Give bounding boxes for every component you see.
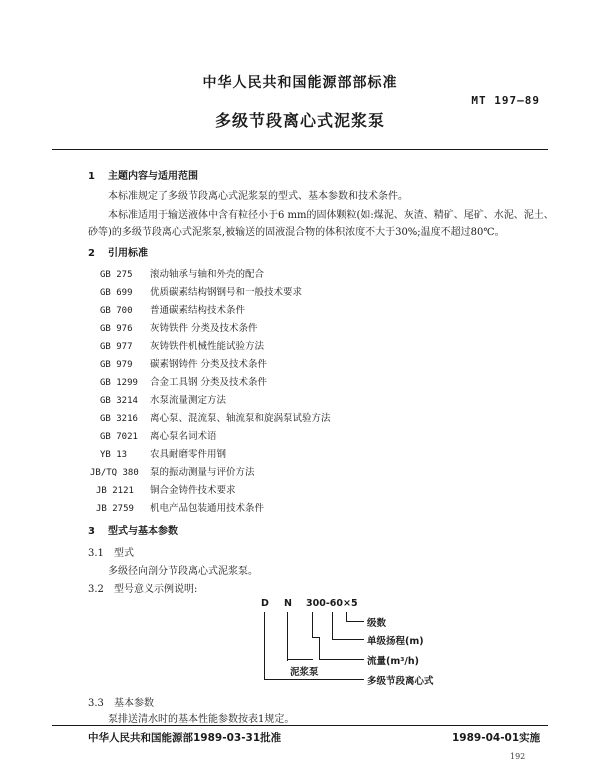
reference-item — [100, 446, 226, 460]
reference-title: 农具耐磨零件用钢 — [150, 449, 227, 460]
footer-rule — [52, 725, 548, 726]
label-flow-rate: 流量(m³/h) — [367, 656, 419, 667]
leader-flow-h — [319, 659, 364, 660]
subsection-3-2-title: 型号意义示例说明: — [114, 584, 198, 595]
reference-title: 普通碳素结构技术条件 — [150, 305, 246, 316]
section-3-title: 型式与基本参数 — [108, 526, 178, 537]
subsection-3-3-number: 3.3 — [88, 698, 104, 709]
reference-item — [96, 482, 236, 496]
reference-title: 离心泵名词术语 — [150, 431, 217, 442]
reference-code: JB 2759 — [96, 504, 134, 514]
reference-code: GB 699 — [100, 288, 133, 298]
leader-flow-v — [312, 612, 313, 637]
header-rule — [52, 149, 548, 150]
reference-title: 优质碳素结构钢钢号和一般技术要求 — [150, 287, 303, 298]
subsection-3-3-title: 基本参数 — [114, 698, 154, 709]
section-1-title: 主题内容与适用范围 — [108, 171, 198, 182]
document-title: 多级节段离心式泥浆泵 — [214, 111, 385, 130]
reference-item — [100, 266, 264, 280]
reference-item — [100, 374, 267, 388]
reference-title: 灰铸铁件机械性能试验方法 — [150, 341, 265, 352]
reference-title: 滚动轴承与轴和外壳的配合 — [150, 269, 265, 280]
model-code-n: N — [284, 598, 292, 609]
leader-pump-v — [287, 612, 288, 660]
reference-item — [90, 464, 255, 478]
leader-flow-v2 — [319, 637, 320, 660]
reference-title: 泵的振动测量与评价方法 — [150, 467, 255, 478]
reference-code: GB 977 — [100, 342, 133, 352]
reference-code: JB 2121 — [96, 486, 134, 496]
reference-code: JB/TQ 380 — [90, 468, 139, 478]
model-code-spec: 300-60×5 — [306, 598, 358, 609]
label-multistage-centrifugal: 多级节段离心式 — [367, 676, 434, 687]
leader-pump-stub — [287, 660, 288, 661]
reference-title: 机电产品包装通用技术条件 — [150, 503, 265, 514]
leader-pump-h1 — [287, 659, 313, 660]
reference-title: 离心泵、混流泵、轴流泵和旋涡泵试验方法 — [150, 413, 331, 424]
effective-date: 1989-04-01实施 — [452, 732, 541, 744]
reference-item — [100, 428, 217, 442]
reference-item — [100, 302, 245, 316]
label-slurry-pump: 泥浆泵 — [290, 667, 319, 678]
reference-title: 碳素钢铸件 分类及技术条件 — [150, 359, 268, 370]
label-stages: 级数 — [367, 618, 387, 629]
reference-title: 灰铸铁件 分类及技术条件 — [150, 323, 258, 334]
label-single-stage-head: 单级扬程(m) — [367, 636, 424, 647]
subsection-3-2-number: 3.2 — [88, 584, 104, 595]
leader-head-v — [332, 612, 333, 640]
reference-item — [96, 500, 264, 514]
model-code-d: D — [261, 598, 269, 609]
page-number: 192 — [510, 752, 526, 761]
reference-code: GB 3214 — [100, 396, 138, 406]
reference-code: YB 13 — [100, 450, 128, 460]
reference-code: GB 979 — [100, 360, 133, 370]
section-1-para-2-line-2: 砂等)的多级节段离心式泥浆泵,被输送的固液混合物的体积浓度不大于30%;温度不超过80℃。 — [88, 227, 505, 238]
reference-item — [100, 338, 264, 352]
subsection-3-3-text: 泵排送清水时的基本性能参数按表1规定。 — [108, 714, 295, 725]
reference-title: 水泵流量测定方法 — [150, 395, 227, 406]
leader-multistage-h — [264, 679, 364, 680]
subsection-3-1-heading — [88, 544, 134, 559]
section-1-para-1: 本标准规定了多级节段离心式泥浆泵的型式、基本参数和技术条件。 — [108, 191, 408, 202]
standard-code: MT 197—89 — [471, 94, 540, 107]
leader-head-h — [332, 639, 364, 640]
reference-item — [100, 356, 267, 370]
section-1-heading — [88, 167, 198, 182]
reference-item — [100, 410, 331, 424]
leader-multistage-v — [264, 612, 265, 680]
subsection-3-1-title: 型式 — [114, 548, 134, 559]
section-2-heading — [88, 244, 148, 259]
reference-code: GB 976 — [100, 324, 133, 334]
reference-code: GB 3216 — [100, 414, 138, 424]
subsection-3-3-heading — [88, 694, 154, 709]
reference-item — [100, 284, 302, 298]
approval-date: 中华人民共和国能源部1989-03-31批准 — [88, 732, 282, 744]
subsection-3-1-number: 3.1 — [88, 548, 104, 559]
reference-title: 铜合金铸件技术要求 — [150, 485, 236, 496]
subsection-3-1-text: 多级径向剖分节段离心式泥浆泵。 — [108, 566, 258, 577]
issuing-authority: 中华人民共和国能源部部标准 — [202, 75, 398, 91]
reference-item — [100, 320, 258, 334]
section-3-number: 3 — [88, 526, 95, 537]
reference-title: 合金工具钢 分类及技术条件 — [150, 377, 268, 388]
reference-code: GB 7021 — [100, 432, 138, 442]
section-3-heading — [88, 522, 178, 537]
section-2-title: 引用标准 — [108, 248, 148, 259]
reference-item — [100, 392, 226, 406]
reference-code: GB 1299 — [100, 378, 138, 388]
subsection-3-2-heading — [88, 580, 197, 595]
reference-code: GB 700 — [100, 306, 133, 316]
leader-stages-h — [346, 621, 364, 622]
section-1-para-2-line-1: 本标准适用于输送液体中含有粒径小于6 mm的固体颗粒(如:煤泥、灰渣、精矿、尾矿、水泥、泥土、 — [108, 210, 554, 221]
reference-code: GB 275 — [100, 270, 133, 280]
section-2-number: 2 — [88, 248, 95, 259]
section-1-number: 1 — [88, 171, 95, 182]
